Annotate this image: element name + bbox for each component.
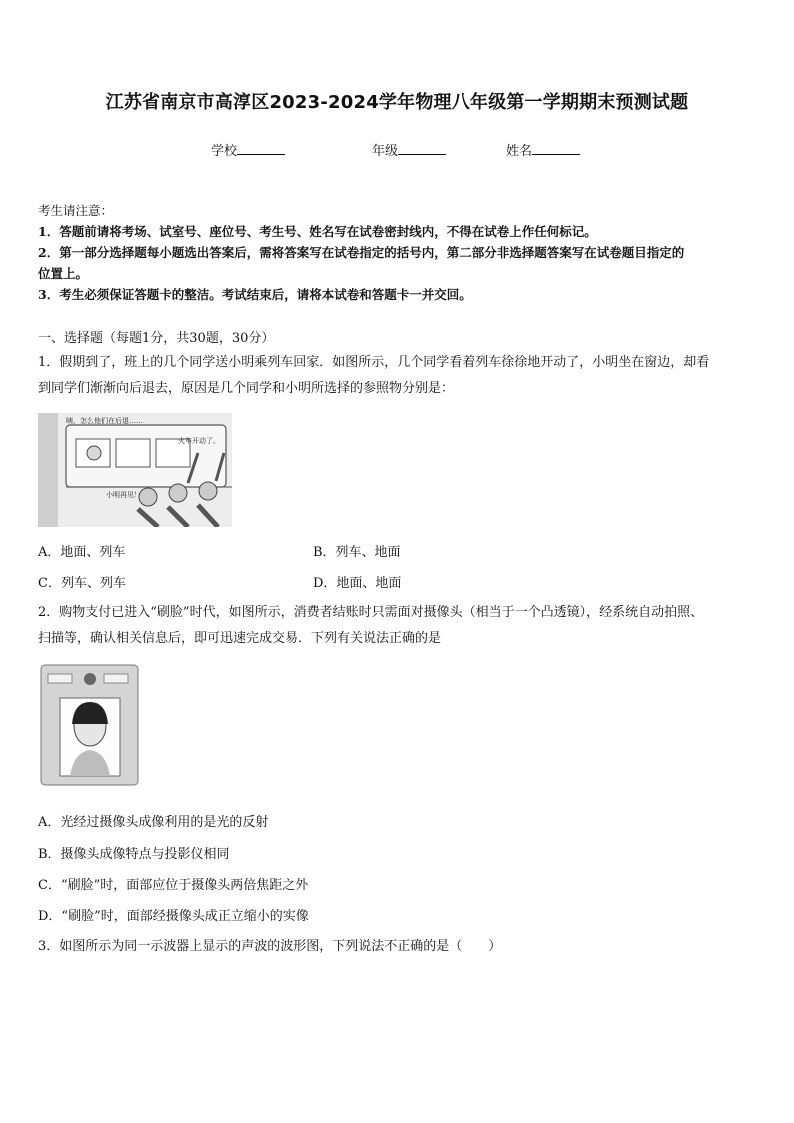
notice-item-3: 3．考生必须保证答题卡的整洁。考试结束后，请将本试卷和答题卡一并交回。 <box>38 287 472 302</box>
grade-blank <box>398 142 446 155</box>
bubble-left-text: 咦，怎么他们在后退…… <box>66 417 143 425</box>
face-camera-illustration <box>40 664 139 786</box>
train-illustration <box>38 413 232 527</box>
question-1 <box>38 350 762 402</box>
notice-item-1: 1．答题前请将考场、试室号、座位号、考生号、姓名写在试卷密封线内，不得在试卷上作任何标记。 <box>38 224 597 239</box>
name-field <box>506 140 580 159</box>
name-blank <box>532 142 580 155</box>
question-1-line2: 到同学们渐渐向后退去，原因是几个同学和小明所选择的参照物分别是： <box>38 381 455 396</box>
section-heading: 一、选择题（每题1分，共30题，30分） <box>38 331 275 346</box>
school-blank <box>237 142 285 155</box>
bubble-bottom-text: 小明再见！ <box>106 491 141 499</box>
q2-option-c: C．“刷脸”时，面部应位于摄像头两倍焦距之外 <box>38 878 309 893</box>
question-3-line1: 3．如图所示为同一示波器上显示的声波的波形图，下列说法不正确的是（ ） <box>38 939 502 954</box>
q1-option-a: A．地面、列车 <box>38 545 126 560</box>
school-label: 学校 <box>211 144 238 159</box>
school-field <box>211 140 285 159</box>
q2-option-b: B．摄像头成像特点与投影仪相同 <box>38 847 230 862</box>
q1-option-c: C．列车、列车 <box>38 576 126 591</box>
q1-option-b: B．列车、地面 <box>313 545 401 560</box>
notice-block <box>38 200 762 305</box>
question-1-line1: 1．假期到了，班上的几个同学送小明乘列车回家．如图所示，几个同学看着列车徐徐地开动了，小明坐在窗边，却看 <box>38 355 710 370</box>
notice-heading: 考生请注意： <box>38 203 114 218</box>
q2-option-d: D．“刷脸”时，面部经摄像头成正立缩小的实像 <box>38 909 309 924</box>
grade-label: 年级 <box>372 144 399 159</box>
q1-option-d: D．地面、地面 <box>313 576 402 591</box>
name-label: 姓名 <box>506 144 533 159</box>
notice-item-2: 2．第一部分选择题每小题选出答案后，需将答案写在试卷指定的括号内，第二部分非选择题答案写在试卷题目指定的 <box>38 245 685 260</box>
notice-item-2-cont: 位置上。 <box>38 266 89 281</box>
grade-field <box>372 140 446 159</box>
q2-option-a: A．光经过摄像头成像利用的是光的反射 <box>38 815 269 830</box>
question-2-line1: 2．购物支付已进入“刷脸”时代，如图所示，消费者结账时只需面对摄像头（相当于一个凸透镜），经系统自动拍照、 <box>38 605 704 620</box>
bubble-right-text: 火车开动了。 <box>178 437 220 445</box>
question-2-line2: 扫描等，确认相关信息后，即可迅速完成交易．下列有关说法正确的是 <box>38 631 442 646</box>
exam-title: 江苏省南京市高淳区2023-2024学年物理八年级第一学期期末预测试题 <box>105 92 689 113</box>
question-2 <box>38 600 762 652</box>
